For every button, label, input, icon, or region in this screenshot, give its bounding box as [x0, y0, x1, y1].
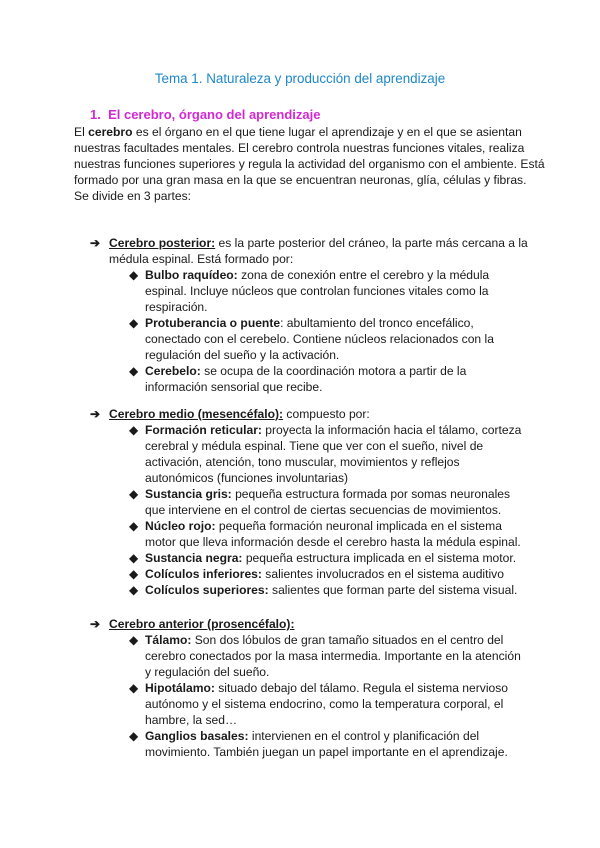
item-desc: zona de conexión entre el cerebro y la médula espinal. Incluye núcleos que controlan funciones vitales como la respiración.	[145, 268, 490, 314]
item-desc: pequeña estructura implicada en el sistema motor.	[242, 551, 517, 565]
arrow-icon: ➔	[90, 407, 101, 421]
item-term: Bulbo raquídeo:	[145, 268, 238, 282]
heading-number: 1.	[90, 107, 101, 122]
item-desc: : abultamiento del tronco encefálico, conectado con el cerebelo. Contiene núcleos relacionados con la regulación del sueño y la activación.	[145, 316, 494, 362]
section-heading	[90, 106, 320, 124]
item-desc: proyecta la información hacia el tálamo, corteza cerebral y médula espinal. Tiene que ver con el sueño, nivel de activación, atención, tono muscular, movimientos y reflejos autonómicos (funciones involuntarias)	[145, 423, 522, 485]
section-line	[90, 406, 530, 422]
list-item	[90, 632, 530, 680]
section-term: Cerebro medio (mesencéfalo):	[109, 407, 284, 421]
list-item	[90, 582, 530, 598]
item-term: Colículos inferiores:	[145, 567, 262, 581]
intro-divides: Se divide en 3 partes:	[74, 189, 191, 203]
item-desc: se ocupa de la coordinación motora a partir de la información sensorial que recibe.	[145, 364, 467, 394]
sub-list	[90, 267, 530, 395]
item-term: Sustancia negra:	[145, 551, 243, 565]
list-item	[90, 315, 530, 363]
section-term: Cerebro posterior:	[109, 236, 216, 250]
item-desc: salientes involucrados en el sistema auditivo	[261, 567, 504, 581]
section-cerebro-medio	[90, 406, 530, 598]
diamond-bullet-icon: ◆	[129, 423, 139, 437]
intro-paragraph	[74, 124, 554, 188]
item-term: Colículos superiores:	[145, 583, 269, 597]
item-desc: pequeña estructura formada por somas neuronales que interviene en el control de ciertas secuencias de movimientos.	[145, 487, 511, 517]
intro-block	[74, 124, 554, 204]
item-term: Cerebelo:	[145, 364, 201, 378]
diamond-bullet-icon: ◆	[129, 729, 139, 743]
item-term: Formación reticular:	[145, 423, 262, 437]
item-term: Núcleo rojo:	[145, 519, 216, 533]
sub-list	[90, 422, 530, 598]
diamond-bullet-icon: ◆	[129, 681, 139, 695]
list-item	[90, 422, 530, 486]
diamond-bullet-icon: ◆	[129, 487, 139, 501]
item-desc: Son dos lóbulos de gran tamaño situados en el centro del cerebro conectados por la masa intermedia. Importante en la atención y regulación del sueño.	[145, 633, 521, 679]
diamond-bullet-icon: ◆	[129, 519, 139, 533]
section-cerebro-anterior	[90, 616, 530, 760]
page-title: Tema 1. Naturaleza y producción del aprendizaje	[154, 71, 446, 86]
list-item	[90, 680, 530, 728]
diamond-bullet-icon: ◆	[129, 316, 139, 330]
list-item	[90, 728, 530, 760]
list-item	[90, 267, 530, 315]
list-item	[90, 550, 530, 566]
item-term: Tálamo:	[145, 633, 192, 647]
intro-text: es el órgano en el que tiene lugar el aprendizaje y en el que se asientan nuestras facultades mentales. El cerebro controla nuestras funciones vitales, realiza nuestras funciones superiores y regula la actividad del organismo con el ambiente. Está formado por una gran masa en la que se encuentran neuronas, glía, células y fibras.	[74, 125, 545, 187]
item-desc: pequeña formación neuronal implicada en el sistema motor que lleva información desde el cerebro hasta la médula espinal.	[145, 519, 521, 549]
item-term: Sustancia gris:	[145, 487, 232, 501]
item-term: Hipotálamo:	[145, 681, 215, 695]
item-term: Ganglios basales:	[145, 729, 249, 743]
item-desc: intervienen en el control y planificación del movimiento. También juegan un papel importante en el aprendizaje.	[145, 729, 508, 759]
section-desc: es la parte posterior del cráneo, la parte más cercana a la médula espinal. Está formado por:	[109, 236, 528, 266]
list-item	[90, 518, 530, 550]
diamond-bullet-icon: ◆	[129, 567, 139, 581]
heading-text: El cerebro, órgano del aprendizaje	[108, 107, 321, 122]
list-item	[90, 566, 530, 582]
item-term: Protuberancia o puente	[145, 316, 281, 330]
section-cerebro-posterior	[90, 235, 530, 395]
item-desc: salientes que forman parte del sistema visual.	[268, 583, 518, 597]
diamond-bullet-icon: ◆	[129, 268, 139, 282]
diamond-bullet-icon: ◆	[129, 364, 139, 378]
diamond-bullet-icon: ◆	[129, 551, 139, 565]
diamond-bullet-icon: ◆	[129, 583, 139, 597]
list-item	[90, 363, 530, 395]
intro-text-start: El	[74, 125, 89, 139]
arrow-icon: ➔	[90, 617, 101, 631]
section-line	[90, 235, 530, 267]
item-desc: situado debajo del tálamo. Regula el sistema nervioso autónomo y el sistema endocrino, como la temperatura corporal, el hambre, la sed…	[145, 681, 508, 727]
section-term: Cerebro anterior (prosencéfalo):	[109, 617, 295, 631]
section-line	[90, 616, 530, 632]
section-desc: compuesto por:	[283, 407, 370, 421]
list-item	[90, 486, 530, 518]
arrow-icon: ➔	[90, 236, 101, 250]
sub-list	[90, 632, 530, 760]
diamond-bullet-icon: ◆	[129, 633, 139, 647]
intro-bold-term: cerebro	[88, 125, 133, 139]
